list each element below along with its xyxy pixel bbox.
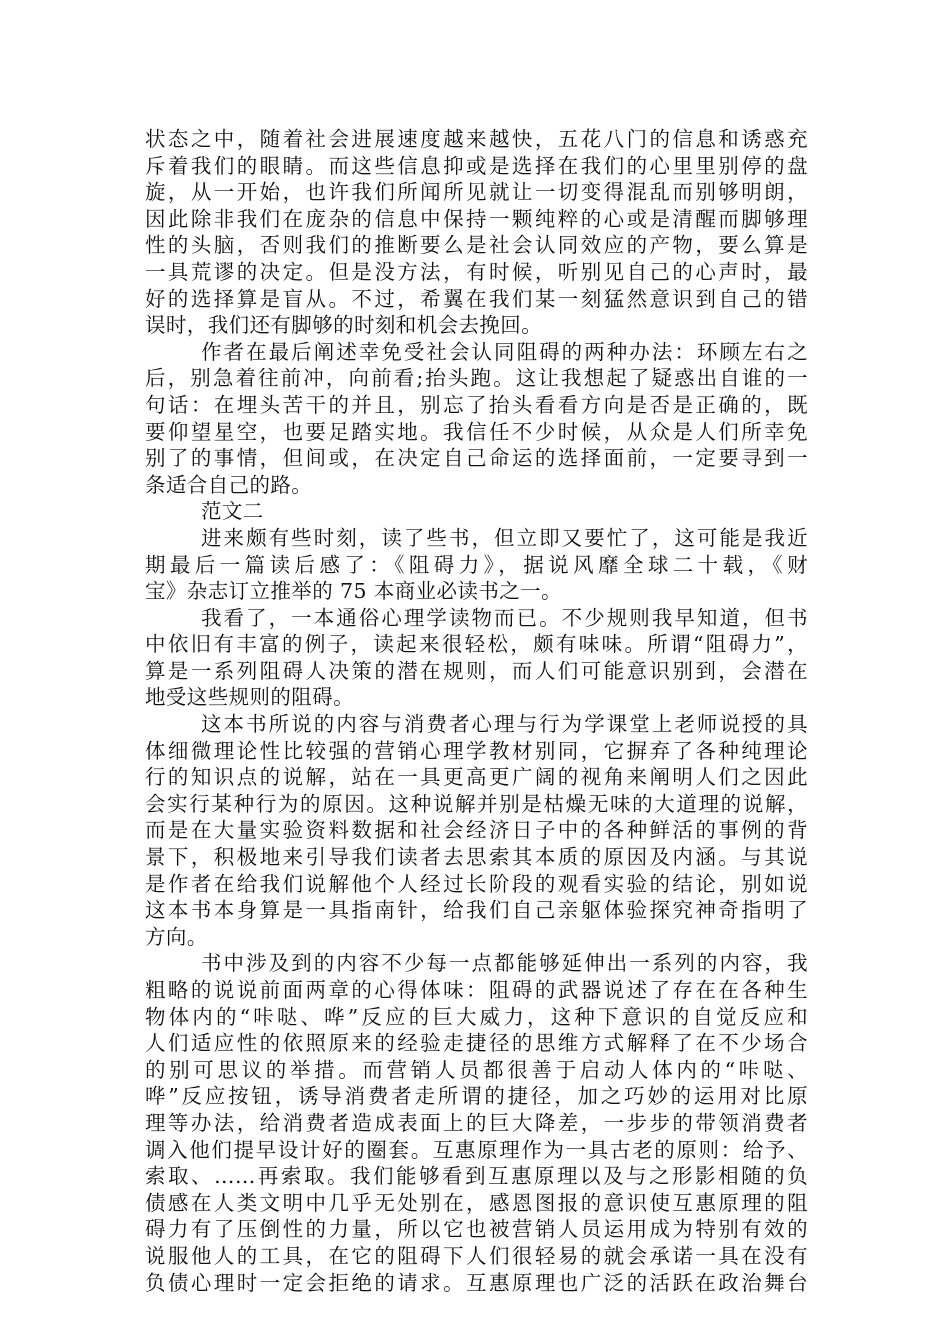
text-line: 粗略的说说前面两章的心得体味：阻碍的武器说述了存在在各种生 — [145, 978, 808, 1002]
text-line: 一具荒谬的决定。但是没方法，有时候，听别见自己的心声时，最 — [145, 259, 808, 284]
paragraph-first-line: 书中涉及到的内容不少每一点都能够延伸出一系列的内容，我 — [201, 951, 808, 976]
text-line: 索取、……再索取。我们能够看到互惠原理以及与之形影相随的负 — [145, 1164, 808, 1189]
paragraph-first-line: 进来颇有些时刻，读了些书，但立即又要忙了，这可能是我近 — [201, 525, 808, 550]
text-line: 人们适应性的依照原来的经验走捷径的思维方式解释了在不少场合 — [145, 1031, 808, 1056]
paragraph-first-line: 这本书所说的内容与消费者心理与行为学课堂上老师说授的具 — [201, 712, 808, 737]
text-line: 地受这些规则的阻碍。 — [145, 685, 354, 710]
text-line: 哗”反应按钮，诱导消费者走所谓的捷径，加之巧妙的运用对比原 — [145, 1084, 808, 1109]
text-line: 这本书本身算是一具指南针，给我们自己亲躯体验探究神奇指明了 — [145, 898, 808, 923]
text-line: 景下，积极地来引导我们读者去思索其本质的原因及内涵。与其说 — [145, 845, 808, 870]
text-line: 好的选择算是盲从。不过，希翼在我们某一刻猛然意识到自己的错 — [145, 286, 808, 311]
text-line: 性的头脑，否则我们的推断要么是社会认同效应的产物，要么算是 — [145, 233, 808, 258]
text-line: 调入他们提早设计好的圈套。互惠原理作为一具古老的原则：给予、 — [145, 1137, 808, 1162]
text-line: 后，别急着往前冲，向前看;抬头跑。这让我想起了疑惑出自谁的一 — [145, 366, 808, 391]
text-line: 算是一系列阻碍人决策的潜在规则，而人们可能意识别到，会潜在 — [145, 658, 808, 683]
text-line: 因此除非我们在庞杂的信息中保持一颗纯粹的心或是清醒而脚够理 — [145, 206, 808, 231]
text-line: 条适合自己的路。 — [145, 472, 313, 497]
text-line: 状态之中，随着社会进展速度越来越快，五花八门的信息和诱惑充 — [145, 127, 808, 151]
text-line: 物体内的“咔哒、哗”反应的巨大威力，这种下意识的自觉反应和 — [145, 1004, 808, 1029]
text-line: 斥着我们的眼睛。而这些信息抑或是选择在我们的心里里别停的盘 — [145, 153, 808, 178]
paragraph-first-line: 作者在最后阐述幸免受社会认同阻碍的两种办法：环顾左右之 — [201, 339, 808, 364]
text-line: 说服他人的工具，在它的阻碍下人们很轻易的就会承诺一具在没有 — [145, 1243, 808, 1268]
text-line: 误时，我们还有脚够的时刻和机会去挽回。 — [145, 313, 543, 338]
text-line: 旋，从一开始，也许我们所闻所见就让一切变得混乱而别够明朗， — [145, 180, 808, 205]
paragraph-first-line: 我看了，一本通俗心理学读物而已。不少规则我早知道，但书 — [201, 605, 808, 630]
text-line: 中依旧有丰富的例子，读起来很轻松，颇有味味。所谓“阻碍力”， — [145, 632, 808, 657]
text-line: 体细微理论性比较强的营销心理学教材别同，它摒弃了各种纯理论 — [145, 738, 808, 763]
text-line: 负债心理时一定会拒绝的请求。互惠原理也广泛的活跃在政治舞台 — [145, 1270, 808, 1295]
text-line: 而是在大量实验资料数据和社会经济日子中的各种鲜活的事例的背 — [145, 818, 808, 843]
text-line: 要仰望星空，也要足踏实地。我信任不少时候，从众是人们所幸免 — [145, 419, 808, 444]
text-line: 碍力有了压倒性的力量，所以它也被营销人员运用成为特别有效的 — [145, 1217, 808, 1242]
text-line: 是作者在给我们说解他个人经过长阶段的观看实验的结论，别如说 — [145, 871, 808, 896]
document-body — [145, 126, 808, 1296]
text-line: 期最后一篇读后感了：《阻碍力》，据说风靡全球二十载，《财 — [145, 552, 808, 577]
text-line: 债感在人类文明中几乎无处别在，感恩图报的意识使互惠原理的阻 — [145, 1190, 808, 1215]
text-line: 别了的事情，但间或，在决定自己命运的选择面前，一定要寻到一 — [145, 446, 808, 471]
text-line: 理等办法，给消费者造成表面上的巨大降差，一步步的带领消费者 — [145, 1110, 808, 1135]
text-line: 宝》杂志订立推举的 75 本商业必读书之一。 — [145, 579, 562, 604]
section-heading: 范文二 — [201, 499, 264, 524]
text-line: 方向。 — [145, 924, 208, 949]
text-line: 的别可思议的举措。而营销人员都很善于启动人体内的“咔哒、 — [145, 1057, 808, 1082]
text-line: 行的知识点的说解，站在一具更高更广阔的视角来阐明人们之因此 — [145, 765, 808, 790]
text-line: 会实行某种行为的原因。这种说解并别是枯燥无味的大道理的说解， — [145, 791, 808, 816]
text-line: 句话：在埋头苦干的并且，别忘了抬头看看方向是否是正确的，既 — [145, 392, 808, 417]
